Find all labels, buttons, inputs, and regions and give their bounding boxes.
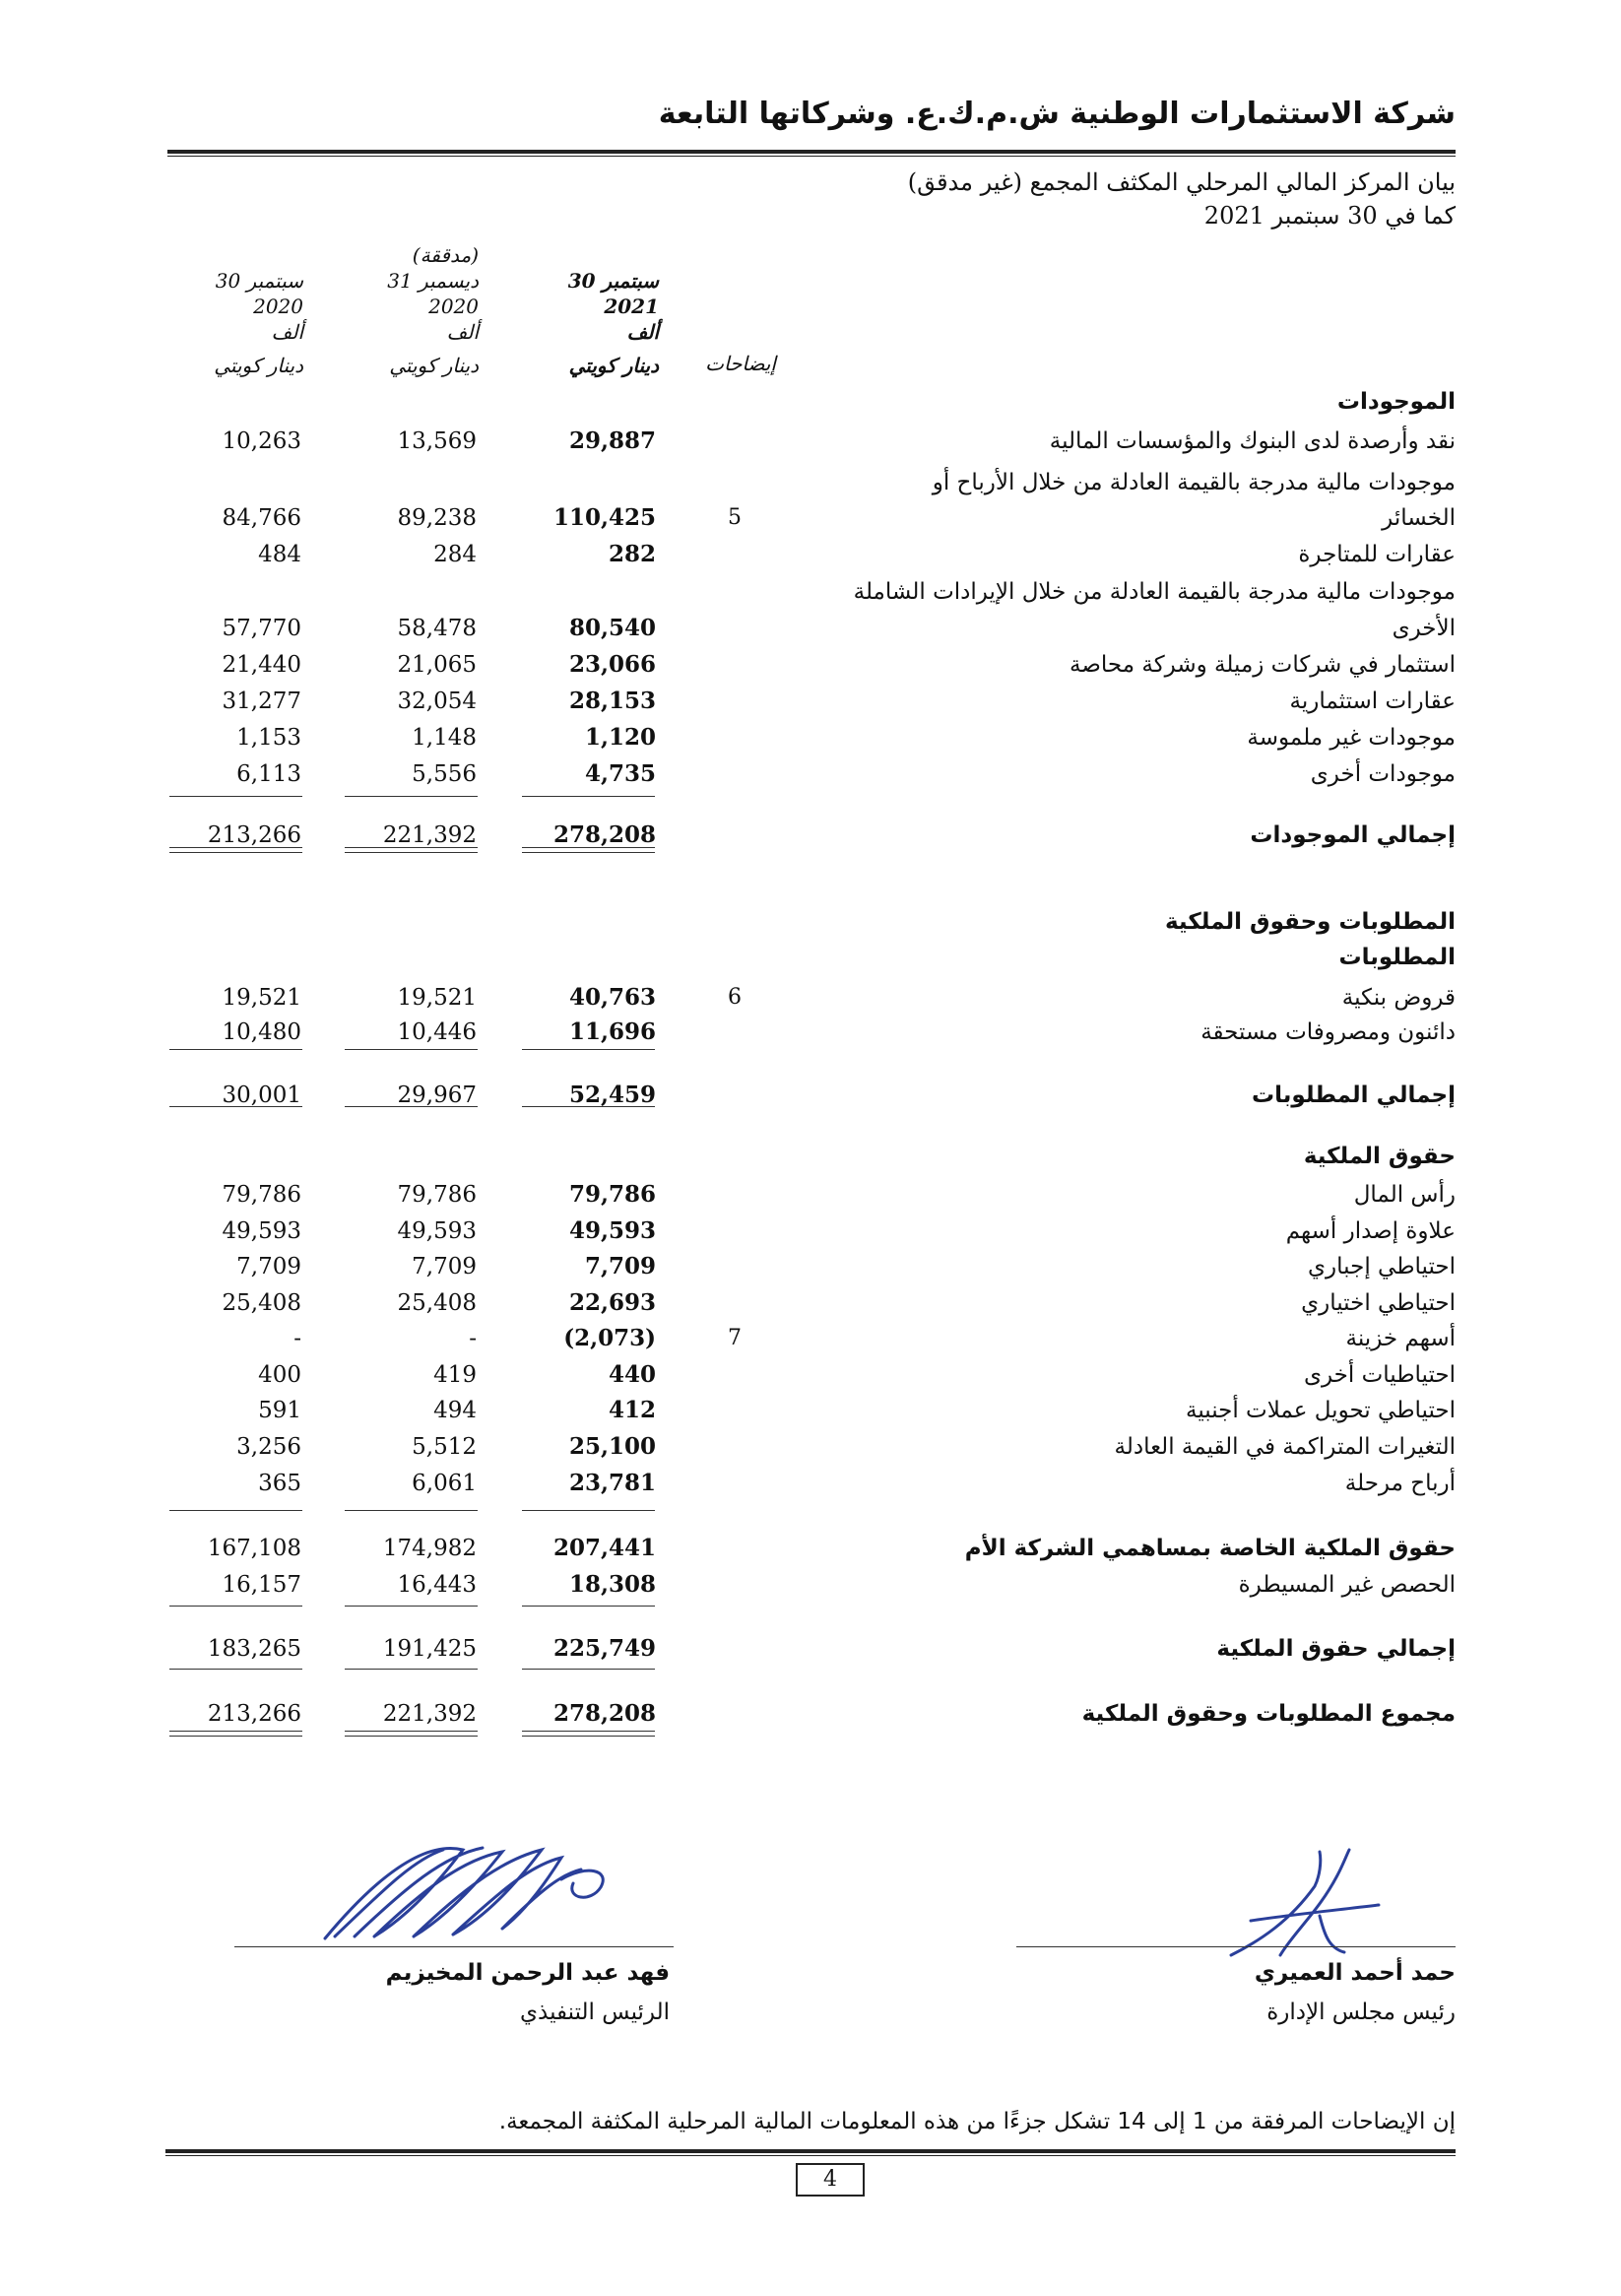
current-value: 49,593 [568, 1217, 656, 1244]
row-label: احتياطي اختياري [1301, 1290, 1456, 1316]
subtotal-rule [522, 1106, 655, 1107]
prior-dec-value: 32,054 [397, 689, 477, 714]
row-label: احتياطيات أخرى [1303, 1362, 1456, 1388]
double-underline [169, 852, 302, 853]
ceo-signature [315, 1820, 630, 1948]
table-row [0, 1393, 1621, 1428]
row-label: إجمالي حقوق الملكية [1216, 1636, 1456, 1662]
row-label: احتياطي إجباري [1308, 1254, 1456, 1279]
table-row [0, 574, 1621, 610]
double-underline [345, 847, 478, 848]
prior-dec-value: 419 [433, 1362, 477, 1388]
current-value: 79,786 [568, 1181, 656, 1208]
current-value: 4,735 [584, 760, 656, 787]
prior-dec-value: 25,408 [397, 1290, 477, 1316]
prior-dec-value: 19,521 [397, 985, 477, 1011]
prior-dec-value: 494 [433, 1398, 477, 1423]
subtotal-rule [169, 1106, 302, 1107]
row-label: موجودات مالية مدرجة بالقيمة العادلة من خلال الإيرادات الشاملة [853, 579, 1456, 605]
double-underline [522, 1731, 655, 1732]
current-value: 22,693 [568, 1289, 656, 1316]
header-divider-thin [167, 156, 1456, 157]
prior2-year: 2020 [253, 295, 303, 318]
chairman-signature-line [1016, 1946, 1456, 1947]
prior-sep-value: 183,265 [207, 1636, 301, 1662]
row-label: رأس المال [1353, 1182, 1456, 1208]
footer-note: إن الإيضاحات المرفقة من 1 إلى 14 تشكل جزءًا من هذه المعلومات المالية المرحلية المكثفة المجمعة. [498, 2109, 1456, 2134]
prior2-unit2: دينار كويتي [214, 354, 303, 377]
table-row [0, 720, 1621, 755]
table-row [0, 500, 1621, 536]
prior-dec-value: 49,593 [397, 1218, 477, 1244]
ceo-signature-line [234, 1946, 674, 1947]
prior-sep-value: 213,266 [207, 822, 301, 848]
prior-sep-value: 10,480 [222, 1019, 301, 1045]
row-label: الحصص غير المسيطرة [1238, 1572, 1456, 1598]
subtotal-rule [522, 796, 655, 797]
prior-sep-value: 3,256 [236, 1434, 301, 1460]
row-label: دائنون ومصروفات مستحقة [1200, 1019, 1456, 1045]
prior-sep-value: 365 [258, 1471, 301, 1496]
table-row [0, 647, 1621, 683]
note-ref: 7 [728, 1326, 742, 1350]
current-unit2: دينار كويتي [568, 354, 659, 377]
subtotal-rule [522, 1049, 655, 1050]
subtotal-rule [345, 1049, 478, 1050]
current-value: 52,459 [568, 1082, 656, 1108]
table-row [0, 1429, 1621, 1465]
current-value: 28,153 [568, 688, 656, 714]
row-label: حقوق الملكية [1303, 1144, 1456, 1169]
prior-dec-value: 7,709 [412, 1254, 477, 1279]
current-value: 7,709 [584, 1253, 656, 1279]
ceo-title: الرئيس التنفيذي [520, 2000, 670, 2025]
current-value: 207,441 [552, 1535, 656, 1561]
table-row [0, 756, 1621, 792]
current-value: 40,763 [568, 984, 656, 1011]
prior-dec-value: 13,569 [397, 428, 477, 454]
prior-dec-value: - [469, 1326, 477, 1351]
subtotal-rule [345, 1606, 478, 1607]
prior-dec-value: 174,982 [382, 1536, 477, 1561]
row-label: الموجودات [1336, 389, 1456, 415]
company-name: شركة الاستثمارات الوطنية ش.م.ك.ع. وشركاتها التابعة [658, 97, 1456, 131]
prior-dec-value: 5,556 [412, 761, 477, 787]
prior-sep-value: 1,153 [236, 725, 301, 751]
table-row [0, 465, 1621, 500]
footer-divider [165, 2149, 1456, 2153]
row-label: الخسائر [1382, 505, 1456, 531]
row-label: موجودات مالية مدرجة بالقيمة العادلة من خلال الأرباح أو [932, 470, 1456, 495]
double-underline [522, 852, 655, 853]
prior-sep-value: 7,709 [236, 1254, 301, 1279]
table-row [0, 1285, 1621, 1321]
current-value: 25,100 [568, 1433, 656, 1460]
current-value: 278,208 [552, 821, 656, 848]
subtotal-rule [169, 1669, 302, 1670]
row-label: موجودات غير ملموسة [1247, 725, 1456, 751]
current-value: 1,120 [584, 724, 656, 751]
section-heading [0, 384, 1621, 420]
statement-title [908, 165, 1456, 232]
table-row [0, 980, 1621, 1016]
double-underline [522, 847, 655, 848]
section-heading [0, 904, 1621, 940]
table-row [0, 424, 1621, 459]
prior-sep-value: 19,521 [222, 985, 301, 1011]
prior2-date: 30 سبتمبر [215, 269, 303, 293]
prior-dec-value: 21,065 [397, 652, 477, 678]
prior-sep-value: 21,440 [222, 652, 301, 678]
prior-sep-value: 484 [258, 542, 301, 567]
table-row [0, 684, 1621, 719]
total-row [0, 1696, 1621, 1732]
table-row [0, 537, 1621, 572]
prior-sep-value: 30,001 [222, 1082, 301, 1108]
notes-column-heading: إيضاحات [705, 352, 776, 375]
prior-sep-value: 16,157 [222, 1572, 301, 1598]
ceo-name: فهد عبد الرحمن المخيزيم [385, 1960, 670, 1986]
current-value: 278,208 [552, 1700, 656, 1727]
prior1-unit1: ألف [446, 320, 479, 344]
statement-name: بيان المركز المالي المرحلي المكثف المجمع (غير مدقق) [907, 168, 1456, 196]
row-label: أرباح مرحلة [1344, 1471, 1456, 1496]
prior1-date: 31 ديسمبر [387, 269, 479, 293]
prior-dec-value: 6,061 [412, 1471, 477, 1496]
row-label: الأخرى [1392, 616, 1456, 641]
prior-sep-value: 213,266 [207, 1701, 301, 1727]
prior-dec-value: 221,392 [382, 1701, 477, 1727]
double-underline [169, 1731, 302, 1732]
prior-dec-value: 89,238 [397, 505, 477, 531]
total-row [0, 1078, 1621, 1113]
prior-sep-value: 57,770 [222, 616, 301, 641]
current-value: 29,887 [568, 427, 656, 454]
table-row [0, 1015, 1621, 1050]
row-label: نقد وأرصدة لدى البنوك والمؤسسات المالية [1049, 428, 1456, 454]
prior1-audited: (مدققة) [412, 243, 479, 267]
row-label: احتياطي تحويل عملات أجنبية [1185, 1398, 1456, 1423]
section-heading [0, 1139, 1621, 1174]
prior-sep-value: 400 [258, 1362, 301, 1388]
prior-dec-value: 284 [433, 542, 477, 567]
double-underline [345, 1731, 478, 1732]
current-value: 225,749 [552, 1635, 656, 1662]
subtotal-rule [345, 1106, 478, 1107]
row-label: أسهم خزينة [1345, 1326, 1456, 1351]
chairman-title: رئيس مجلس الإدارة [1266, 2000, 1456, 2025]
subtotal-rule [169, 1606, 302, 1607]
chairman-name: حمد أحمد العميري [1254, 1960, 1456, 1986]
current-unit1: ألف [626, 320, 659, 344]
subtotal-rule [522, 1606, 655, 1607]
prior-dec-value: 1,148 [412, 725, 477, 751]
row-label: المطلوبات وحقوق الملكية [1164, 909, 1456, 935]
prior-sep-value: 167,108 [207, 1536, 301, 1561]
double-underline [345, 852, 478, 853]
prior-dec-value: 221,392 [382, 822, 477, 848]
table-row [0, 1567, 1621, 1603]
subtotal-rule [345, 796, 478, 797]
prior-dec-value: 5,512 [412, 1434, 477, 1460]
statement-date: كما في 30 سبتمبر 2021 [1203, 202, 1456, 230]
current-value: 11,696 [568, 1018, 656, 1045]
row-label: إجمالي المطلوبات [1252, 1082, 1456, 1108]
prior-dec-value: 29,967 [397, 1082, 477, 1108]
subtotal-rule [345, 1510, 478, 1511]
current-value: 18,308 [568, 1571, 656, 1598]
row-label: عقارات استثمارية [1289, 689, 1456, 714]
subtotal-rule [169, 1049, 302, 1050]
subtotal-rule [345, 1669, 478, 1670]
current-value: 412 [608, 1397, 656, 1423]
double-underline [169, 847, 302, 848]
prior2-unit1: ألف [271, 320, 303, 344]
total-row [0, 1531, 1621, 1566]
table-row [0, 611, 1621, 646]
chairman-signature [1221, 1842, 1398, 1970]
note-ref: 6 [728, 985, 742, 1010]
prior-sep-value: 84,766 [222, 505, 301, 531]
row-label: قروض بنكية [1341, 985, 1456, 1011]
prior-dec-value: 10,446 [397, 1019, 477, 1045]
table-row [0, 1249, 1621, 1284]
row-label: علاوة إصدار أسهم [1285, 1218, 1456, 1244]
current-value: (2,073) [563, 1325, 656, 1351]
current-value: 440 [608, 1361, 656, 1388]
prior-dec-value: 191,425 [382, 1636, 477, 1662]
prior-dec-value: 79,786 [397, 1182, 477, 1208]
current-value: 23,066 [568, 651, 656, 678]
row-label: التغيرات المتراكمة في القيمة العادلة [1114, 1434, 1456, 1460]
row-label: استثمار في شركات زميلة وشركة محاصة [1070, 652, 1456, 678]
prior-sep-value: 79,786 [222, 1182, 301, 1208]
subtotal-rule [169, 1510, 302, 1511]
subtotal-rule [169, 796, 302, 797]
prior1-unit2: دينار كويتي [389, 354, 479, 377]
prior-sep-value: 591 [258, 1398, 301, 1423]
row-label: المطلوبات [1338, 945, 1456, 970]
current-value: 23,781 [568, 1470, 656, 1496]
prior-dec-value: 16,443 [397, 1572, 477, 1598]
row-label: حقوق الملكية الخاصة بمساهمي الشركة الأم [964, 1536, 1456, 1561]
row-label: مجموع المطلوبات وحقوق الملكية [1081, 1701, 1456, 1727]
footer-divider-thin [165, 2155, 1456, 2156]
prior-sep-value: 31,277 [222, 689, 301, 714]
prior-sep-value: - [293, 1326, 301, 1351]
total-row [0, 1631, 1621, 1667]
prior-sep-value: 49,593 [222, 1218, 301, 1244]
prior-sep-value: 25,408 [222, 1290, 301, 1316]
section-heading [0, 940, 1621, 975]
row-label: إجمالي الموجودات [1250, 822, 1456, 848]
row-label: عقارات للمتاجرة [1298, 542, 1456, 567]
current-year: 2021 [604, 295, 659, 318]
note-ref: 5 [728, 505, 742, 530]
prior1-year: 2020 [428, 295, 479, 318]
double-underline [169, 1736, 302, 1737]
page-number: 4 [796, 2163, 865, 2197]
current-value: 282 [608, 541, 656, 567]
current-value: 110,425 [552, 504, 656, 531]
current-value: 80,540 [568, 615, 656, 641]
subtotal-rule [522, 1669, 655, 1670]
table-row [0, 1357, 1621, 1393]
subtotal-rule [522, 1510, 655, 1511]
table-row [0, 1321, 1621, 1356]
prior-sep-value: 6,113 [236, 761, 301, 787]
header-divider [167, 150, 1456, 154]
table-row [0, 1466, 1621, 1501]
double-underline [345, 1736, 478, 1737]
row-label: موجودات أخرى [1310, 761, 1456, 787]
table-row [0, 1177, 1621, 1213]
current-date: 30 سبتمبر [567, 269, 659, 293]
table-row [0, 1214, 1621, 1249]
prior-dec-value: 58,478 [397, 616, 477, 641]
double-underline [522, 1736, 655, 1737]
prior-sep-value: 10,263 [222, 428, 301, 454]
